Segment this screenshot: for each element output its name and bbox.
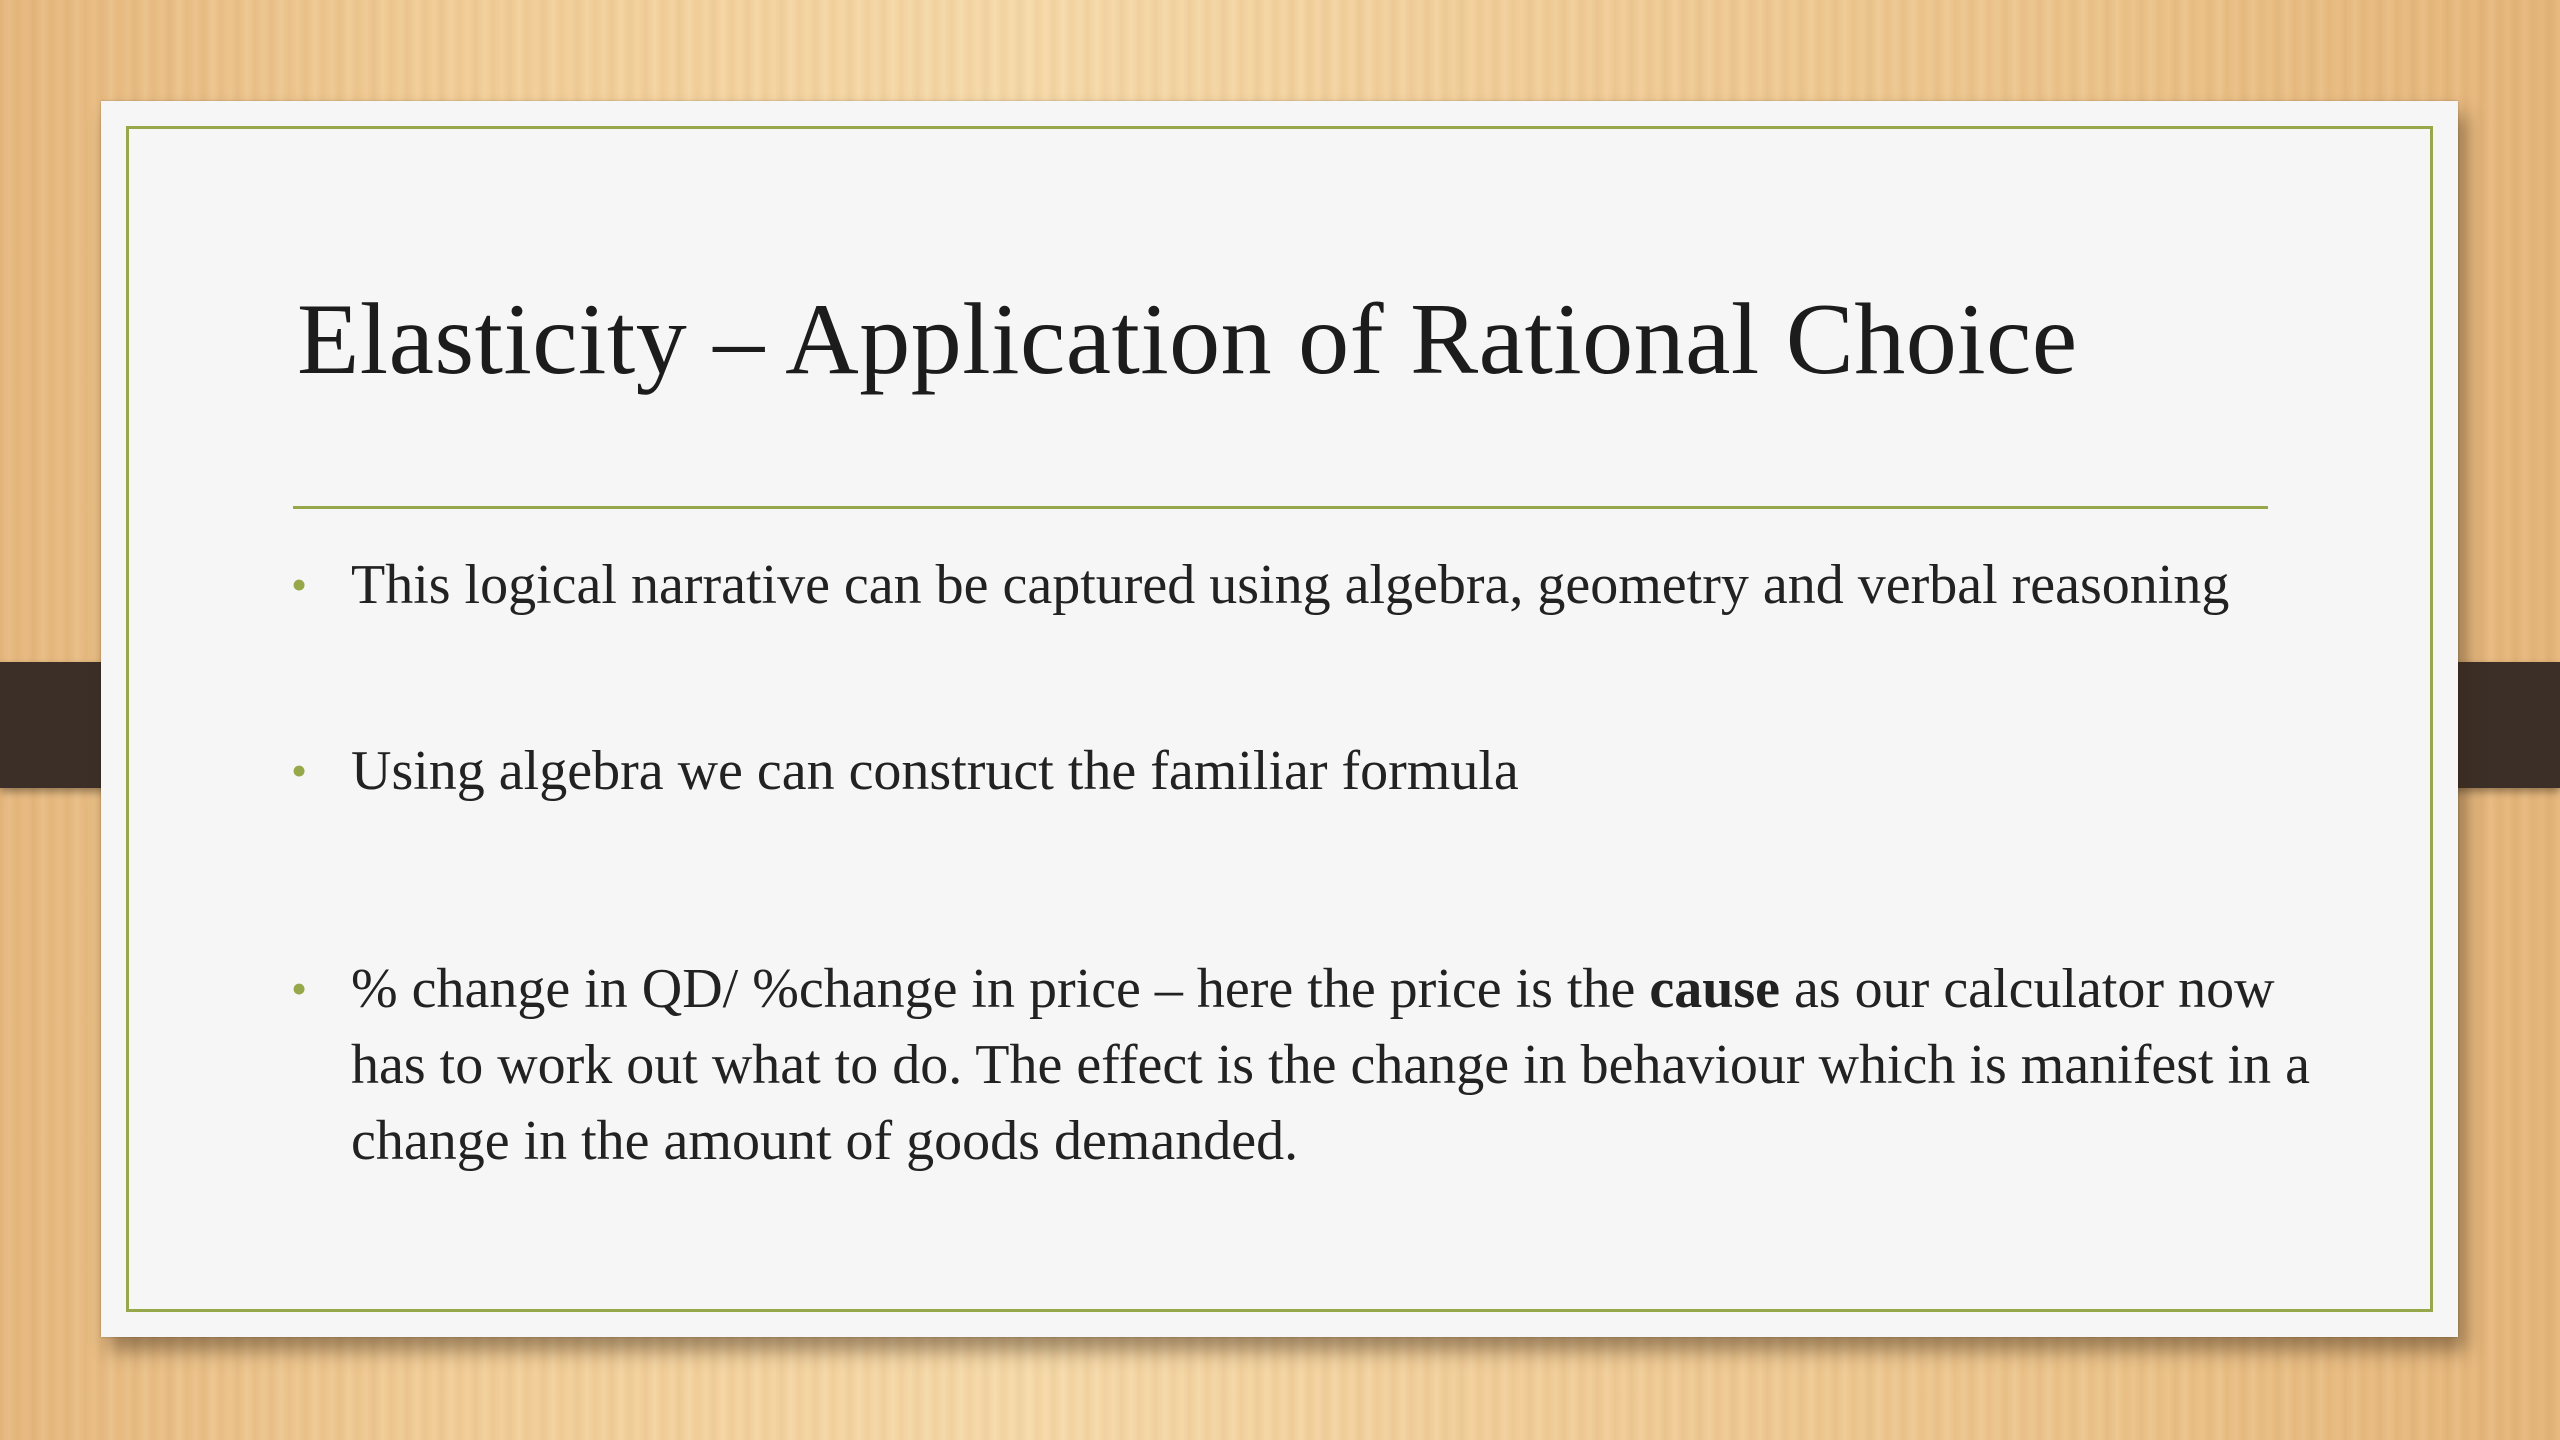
slide-title: Elasticity – Application of Rational Choice: [297, 283, 2078, 396]
bullet-item: [291, 733, 2311, 809]
bullet-text: This logical narrative can be captured using algebra, geometry and verbal reasoning: [351, 554, 2230, 616]
bold-term: cause: [1649, 958, 1781, 1020]
bullet-icon: •: [291, 745, 308, 796]
bullet-icon: •: [291, 559, 308, 610]
bullet-text-part: as our calculator now has to work out what to do. The effect is the change in behaviour which is manifest in a change in the amount of goods demanded.: [351, 958, 2310, 1172]
bullet-icon: •: [291, 963, 308, 1014]
bullet-text-part: % change in QD/ %change in price – here the price is the: [351, 958, 1650, 1020]
bullet-text: [351, 951, 2311, 1179]
slide-card: [101, 101, 2458, 1337]
bullet-text: Using algebra we can construct the familiar formula: [351, 740, 1519, 802]
title-divider: [293, 506, 2268, 509]
bullet-item: [291, 951, 2311, 1179]
bullet-item: [291, 547, 2311, 623]
